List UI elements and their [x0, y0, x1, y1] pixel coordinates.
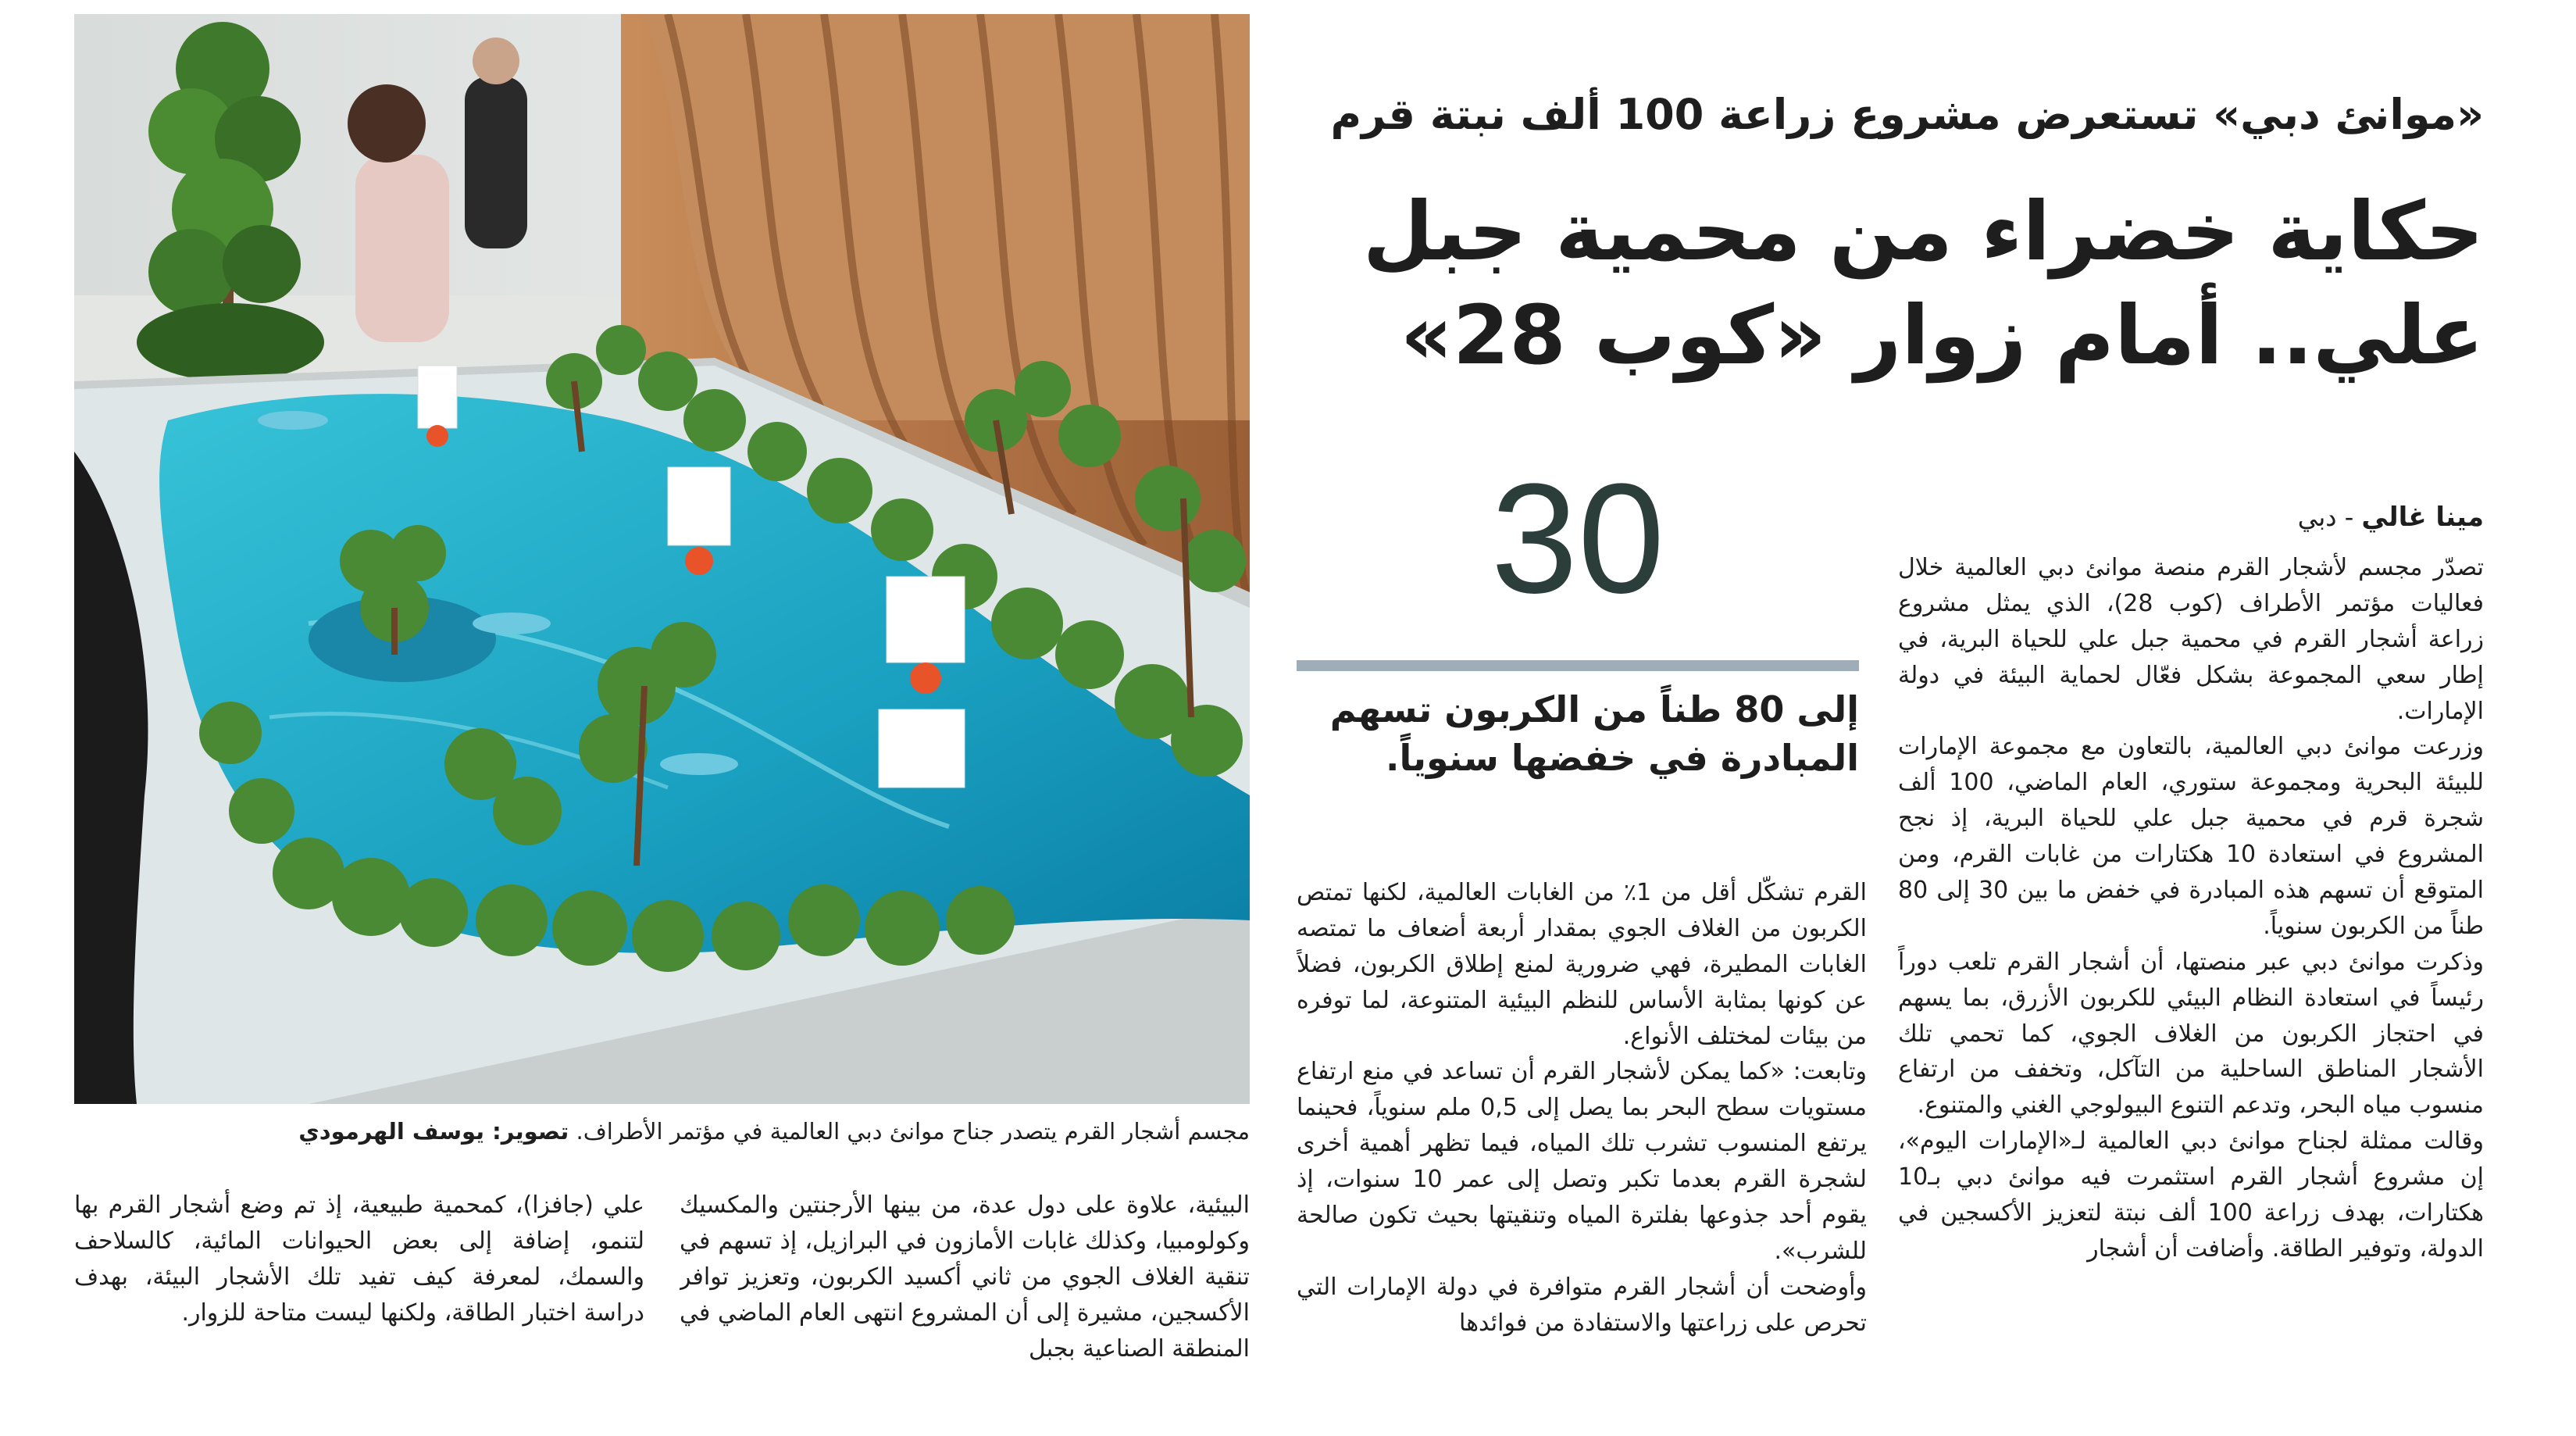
- pull-quote-divider: [1297, 660, 1859, 671]
- body-column-3: [680, 1188, 1250, 1406]
- paragraph: وذكرت موانئ دبي عبر منصتها، أن أشجار القرم تلعب دوراً رئيساً في استعادة النظام البيئي للكربون الأزرق، بما يسهم في احتجاز الكربون من الغلاف الجوي، كما تحمي تلك الأشجار المناطق الساحلية من التآكل، وتخفف من ارتفاع منسوب مياه البحر، وتدعم التنوع البيولوجي الغني والمتنوع.: [1898, 948, 2484, 1120]
- body-column-1: [1898, 550, 2484, 1402]
- byline-author: مينا غالي: [2361, 502, 2484, 533]
- paragraph: البيئية، علاوة على دول عدة، من بينها الأرجنتين والمكسيك وكولومبيا، وكذلك غابات الأمازون في البرازيل، إذ تسهم في تنقية الغلاف الجوي من ثاني أكسيد الكربون، وتعزيز توافر الأكسجين، مشيرة إلى أن المشروع انتهى العام الماضي في المنطقة الصناعية بجبل: [680, 1191, 1250, 1363]
- caption-text: مجسم أشجار القرم يتصدر جناح موانئ دبي العالمية في مؤتمر الأطراف.: [576, 1118, 1250, 1145]
- body-column-4: [74, 1188, 644, 1406]
- photo-credit: تصوير: يوسف الهرمودي: [298, 1118, 569, 1145]
- pull-quote-number: 30: [1490, 452, 1665, 626]
- paragraph: وأوضحت أن أشجار القرم متوافرة في دولة الإمارات التي تحرص على زراعتها والاستفادة من فوائدها: [1297, 1273, 1867, 1337]
- paragraph: وقالت ممثلة لجناح موانئ دبي العالمية لـ«الإمارات اليوم»، إن مشروع أشجار القرم استثمرت فيه موانئ دبي بـ10 هكتارات، بهدف زراعة 100 ألف نبتة لتعزيز الأكسجين في الدولة، وتوفير الطاقة. وأضافت أن أشجار: [1898, 1127, 2484, 1263]
- paragraph: وتابعت: «كما يمكن لأشجار القرم أن تساعد في منع ارتفاع مستويات سطح البحر بما يصل إلى 0,5 ملم سنوياً، فحينما يرتفع المنسوب تشرب تلك المياه، فيما تظهر أهمية أخرى لشجرة القرم بعدما تكبر وتصل إلى عمر 10 سنوات، إذ يقوم أحد جذوعها بفلترة المياه وتنقيتها بحيث تكون صالحة للشرب».: [1297, 1058, 1867, 1265]
- body-column-2: [1297, 875, 1867, 1398]
- paragraph: علي (جافزا)، كمحمية طبيعية، إذ تم وضع أشجار القرم بها لتنمو، إضافة إلى بعض الحيوانات المائية، كالسلاحف والسمك، لمعرفة كيف تفيد تلك الأشجار البيئة، بهدف دراسة اختبار الطاقة، ولكنها ليست متاحة للزوار.: [74, 1191, 644, 1327]
- article-kicker: «موانئ دبي» تستعرض مشروع زراعة 100 ألف نبتة قرم: [1330, 90, 2484, 139]
- pull-quote-text: [1297, 686, 1859, 782]
- byline: [1898, 500, 2484, 534]
- headline-line-2: علي.. أمام زوار «كوب 28»: [1400, 288, 2484, 384]
- paragraph: القرم تشكّل أقل من 1٪ من الغابات العالمية، لكنها تمتص الكربون من الغلاف الجوي بمقدار أربعة أضعاف ما تمتصه الغابات المطيرة، فهي ضرورية لمنع إطلاق الكربون، فضلاً عن كونها بمثابة الأساس للنظم البيئية المتنوعة، لما توفره من بيئات لمختلف الأنواع.: [1297, 879, 1867, 1050]
- mangrove-model-photo: [74, 14, 1250, 1104]
- article-headline: [1281, 180, 2484, 388]
- paragraph: وزرعت موانئ دبي العالمية، بالتعاون مع مجموعة الإمارات للبيئة البحرية ومجموعة ستوري، العام الماضي، 100 ألف شجرة قرم في محمية جبل علي للحياة البرية، إذ نجح المشروع في استعادة 10 هكتارات من غابات القرم، ومن المتوقع أن تسهم هذه المبادرة في خفض ما بين 30 إلى 80 طناً من الكربون سنوياً.: [1898, 733, 2484, 940]
- byline-place: - دبي: [2297, 502, 2354, 532]
- article-photo: [74, 14, 1250, 1104]
- photo-caption: [74, 1117, 1250, 1147]
- pull-quote-line-1: إلى 80 طناً من الكربون تسهم: [1329, 688, 1859, 731]
- headline-line-1: حكاية خضراء من محمية جبل: [1362, 184, 2484, 279]
- pull-quote-line-2: المبادرة في خفضها سنوياً.: [1386, 736, 1859, 779]
- paragraph: تصدّر مجسم لأشجار القرم منصة موانئ دبي العالمية خلال فعاليات مؤتمر الأطراف (كوب 28)، الذي يمثل مشروع زراعة أشجار القرم في محمية جبل علي للحياة البرية، في إطار سعي المجموعة بشكل فعّال لحماية البيئة في دولة الإمارات.: [1898, 554, 2484, 725]
